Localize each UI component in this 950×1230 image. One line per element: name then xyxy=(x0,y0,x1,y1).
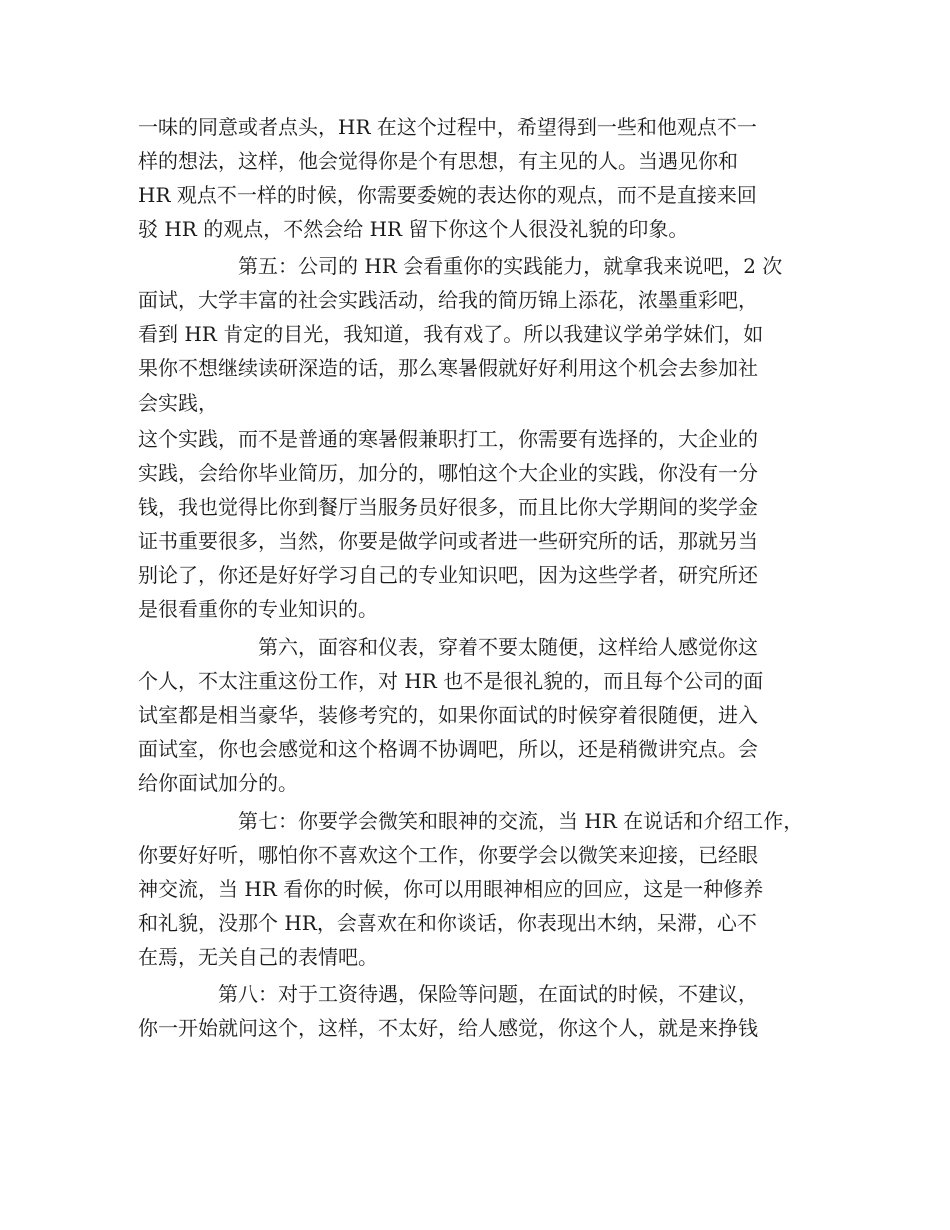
paragraph-first-line: 第八：对于工资待遇，保险等问题，在面试的时候，不建议， xyxy=(218,982,758,1006)
text-line: 个人，不太注重这份工作，对 HR 也不是很礼貌的，而且每个公司的面 xyxy=(138,669,764,693)
text-line: 钱，我也觉得比你到餐厅当服务员好很多，而且比你大学期间的奖学金 xyxy=(138,495,758,519)
text-line: 驳 HR 的观点，不然会给 HR 留下你这个人很没礼貌的印象。 xyxy=(138,217,689,241)
paragraph-first-line: 第七：你要学会微笑和眼神的交流，当 HR 在说话和介绍工作， xyxy=(238,809,804,833)
text-line: 实践，会给你毕业简历，加分的，哪怕这个大企业的实践，你没有一分 xyxy=(138,461,758,485)
text-line: 一味的同意或者点头，HR 在这个过程中，希望得到一些和他观点不一 xyxy=(138,115,757,139)
text-line: 面试室，你也会感觉和这个格调不协调吧，所以，还是稍微讲究点。会 xyxy=(138,737,758,761)
text-line: 样的想法，这样，他会觉得你是个有思想，有主见的人。当遇见你和 xyxy=(138,149,738,173)
text-line: 你要好好听，哪怕你不喜欢这个工作，你要学会以微笑来迎接，已经眼 xyxy=(138,843,758,867)
text-line: 别论了，你还是好好学习自己的专业知识吧，因为这些学者，研究所还 xyxy=(138,563,758,587)
text-line: 这个实践，而不是普通的寒暑假兼职打工，你需要有选择的，大企业的 xyxy=(138,427,758,451)
text-line: 证书重要很多，当然，你要是做学问或者进一些研究所的话，那就另当 xyxy=(138,529,758,553)
paragraph-first-line: 第五：公司的 HR 会看重你的实践能力，就拿我来说吧，2 次 xyxy=(238,254,783,278)
text-line: 你一开始就问这个，这样，不太好，给人感觉，你这个人，就是来挣钱 xyxy=(138,1016,758,1040)
text-line: 是很看重你的专业知识的。 xyxy=(138,597,378,621)
text-line: 看到 HR 肯定的目光，我知道，我有戏了。所以我建议学弟学妹们，如 xyxy=(138,322,764,346)
text-line: 和礼貌，没那个 HR，会喜欢在和你谈话，你表现出木纳，呆滞，心不 xyxy=(138,911,757,935)
text-line: 果你不想继续读研深造的话，那么寒暑假就好好利用这个机会去参加社 xyxy=(138,356,758,380)
text-line: HR 观点不一样的时候，你需要委婉的表达你的观点，而不是直接来回 xyxy=(138,183,757,207)
text-line: 面试，大学丰富的社会实践活动，给我的简历锦上添花，浓墨重彩吧， xyxy=(138,288,758,312)
text-line: 会实践， xyxy=(138,391,218,415)
text-line: 试室都是相当豪华，装修考究的，如果你面试的时候穿着很随便，进入 xyxy=(138,703,758,727)
paragraph-first-line: 第六，面容和仪表，穿着不要太随便，这样给人感觉你这 xyxy=(258,635,758,659)
text-line: 在焉，无关自己的表情吧。 xyxy=(138,945,378,969)
text-line: 给你面试加分的。 xyxy=(138,771,298,795)
text-line: 神交流，当 HR 看你的时候，你可以用眼神相应的回应，这是一种修养 xyxy=(138,877,764,901)
